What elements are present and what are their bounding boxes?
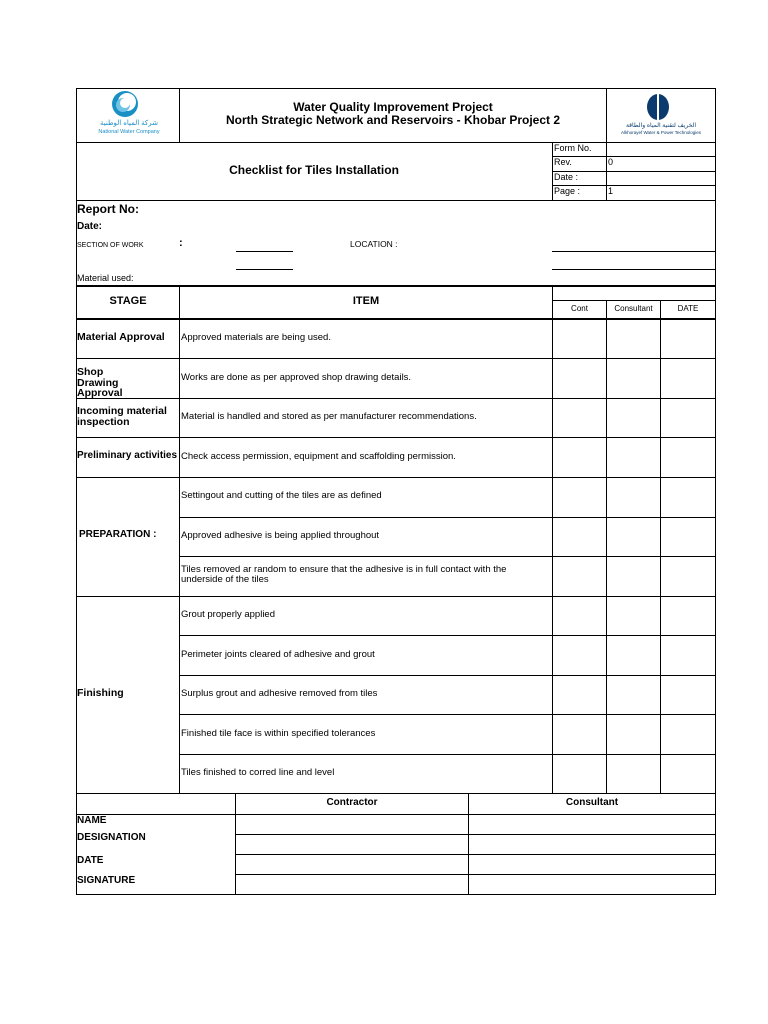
consultant-header: Consultant <box>614 304 653 313</box>
nwc-logo <box>86 90 172 140</box>
signoff-designation-label: DESIGNATION <box>77 832 146 843</box>
stage-shop-drawing-approval: Shop Drawing Approval <box>77 366 123 399</box>
alkhorayef-logo-arabic: الخريف لتقنية المياه والطاقة <box>625 123 697 129</box>
rev-value[interactable]: 0 <box>608 157 614 167</box>
item-tiles-removed-random: Tiles removed ar random to ensure that the adhesive is in full contact with the underside of the tiles <box>181 564 507 586</box>
item-settingout-cutting: Settingout and cutting of the tiles are as defined <box>181 490 382 501</box>
section-of-work-label: SECTION OF WORK <box>77 242 144 249</box>
item-shop-drawing-details: Works are done as per approved shop drawing details. <box>181 372 412 383</box>
stage-material-approval: Material Approval <box>77 331 165 343</box>
stage-preliminary-activities: Preliminary activities <box>77 450 178 461</box>
consultant-signoff-header: Consultant <box>565 797 619 808</box>
alkhorayef-logo <box>614 94 708 138</box>
section-colon: : <box>179 237 183 249</box>
item-grout-applied: Grout properly applied <box>181 609 275 620</box>
report-no-label: Report No: <box>77 202 139 216</box>
stage-preparation: PREPARATION : <box>79 529 157 540</box>
item-surplus-grout: Surplus grout and adhesive removed from tiles <box>181 688 378 699</box>
stage-finishing: Finishing <box>77 687 124 699</box>
stage-header: STAGE <box>109 295 147 307</box>
contractor-header: Contractor <box>326 797 378 808</box>
rev-label: Rev. <box>554 157 572 167</box>
item-header: ITEM <box>352 295 380 307</box>
date-header: DATE <box>677 304 699 313</box>
stage-incoming-material-inspection: Incoming material inspection <box>77 405 167 428</box>
signoff-name-label: NAME <box>77 815 107 826</box>
item-tiles-line-level: Tiles finished to corred line and level <box>181 767 335 778</box>
nwc-logo-english: National Water Company <box>98 129 160 135</box>
project-title: Water Quality Improvement Project <box>293 100 493 114</box>
alkhorayef-logo-english: Alkhorayef Water & Power Technologies <box>620 130 702 135</box>
item-access-permission: Check access permission, equipment and scaffolding permission. <box>181 451 456 462</box>
item-material-handling: Material is handled and stored as per manufacturer recommendations. <box>181 411 477 422</box>
page-value[interactable]: 1 <box>608 186 614 196</box>
project-subtitle: North Strategic Network and Reservoirs - Khobar Project 2 <box>225 113 561 127</box>
cont-header: Cont <box>571 304 588 313</box>
signoff-signature-label: SIGNATURE <box>77 875 136 886</box>
material-used-label: Material used: <box>77 273 134 283</box>
signoff-date-label: DATE <box>77 855 104 866</box>
location-label: LOCATION : <box>350 239 398 249</box>
form-no-label: Form No. <box>554 143 592 153</box>
item-adhesive-applied: Approved adhesive is being applied throughout <box>181 530 380 541</box>
form-date-label: Date : <box>554 172 579 182</box>
item-finished-tolerances: Finished tile face is within specified tolerances <box>181 728 376 739</box>
report-date-label: Date: <box>77 221 103 232</box>
page-label: Page : <box>554 186 581 196</box>
checklist-title: Checklist for Tiles Installation <box>229 163 399 177</box>
item-approved-materials: Approved materials are being used. <box>181 332 331 343</box>
item-perimeter-joints: Perimeter joints cleared of adhesive and grout <box>181 649 375 660</box>
nwc-logo-arabic: شركة المياه الوطنية <box>100 120 158 127</box>
